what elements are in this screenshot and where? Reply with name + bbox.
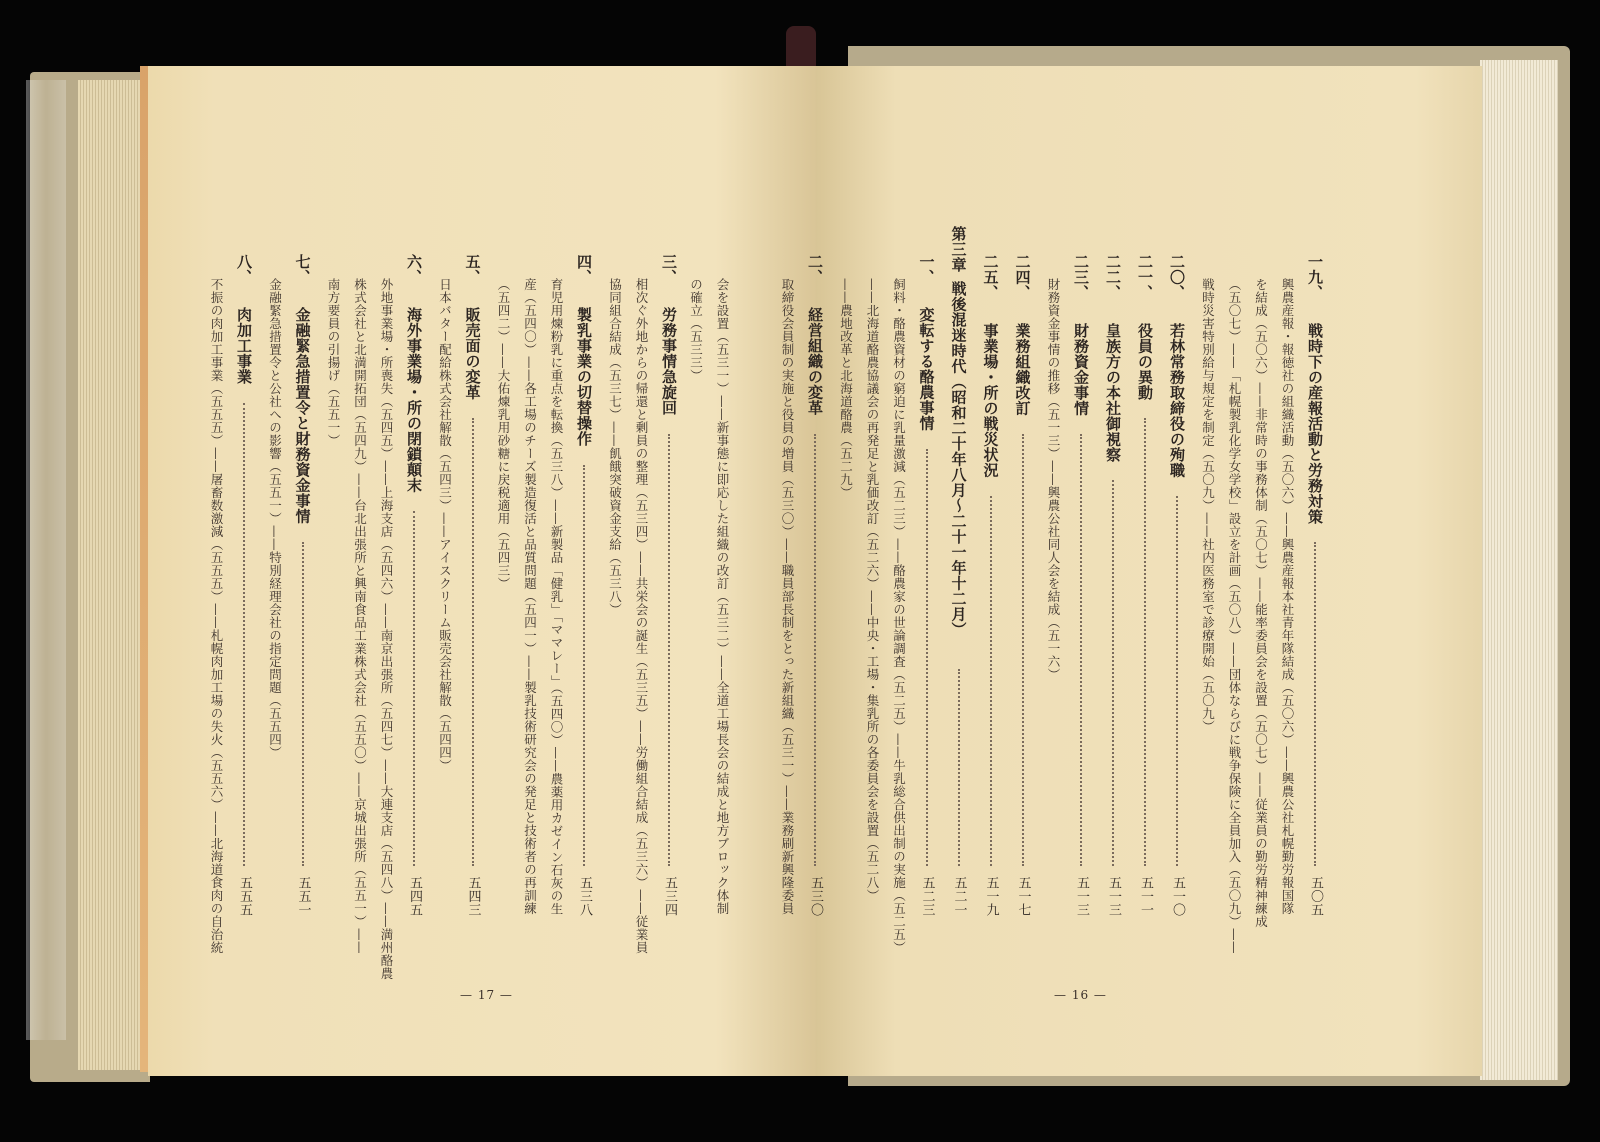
- dot-leader: [1176, 496, 1178, 867]
- entry-page-number: 五二一: [951, 876, 967, 917]
- entry-description: 金融緊急措置令と公社への影響（五五一）——特別経理会社の指定問題（五五四）: [267, 278, 283, 759]
- entry-description: 南方要員の引揚げ（五五一）: [326, 278, 341, 447]
- entry-description: （五四二）——大佑煉乳用砂糖に戻税適用（五四三）: [496, 278, 511, 590]
- dot-leader: [243, 403, 245, 867]
- dot-leader: [926, 449, 928, 866]
- dot-leader: [1144, 418, 1146, 866]
- plastic-wrap: [26, 80, 66, 1040]
- entry-number: 二三、: [1072, 254, 1090, 301]
- entry-page-number: 五二三: [919, 876, 935, 917]
- dot-leader: [1112, 480, 1114, 866]
- entry-description: 相次ぐ外地からの帰還と剰員の整理（五三四）——共栄会の誕生（五三五）——労働組合結成（五三六）——従業員: [634, 278, 649, 954]
- entry-title: 業務組織改訂: [1013, 322, 1032, 416]
- page-17: [148, 66, 816, 1076]
- page-folio: — 16 —: [1054, 988, 1107, 1002]
- entry-title: 皇族方の本社御視察: [1104, 322, 1122, 462]
- entry-title: 労務事情急旋回: [660, 307, 678, 416]
- page-edges-right: [1480, 60, 1558, 1080]
- entry-description: を結成（五〇六）——非常時の事務体制（五〇七）——能率委員会を設置（五〇七）——従業員の勤労精神練成: [1253, 278, 1269, 928]
- entry-page-number: 五一〇: [1170, 876, 1185, 917]
- entry-title: 販売面の変革: [463, 307, 482, 400]
- entry-description: 会を設置（五三一）——新事態に即応した組織の改訂（五三二）——全道工場長会の結成と地方ブロック体制: [715, 278, 730, 915]
- entry-description: 戦時災害特別給与規定を制定（五〇九）——社内医務室で診療開始（五〇九）: [1200, 278, 1216, 733]
- entry-title: 金融緊急措置令と財務資金事情: [293, 307, 312, 524]
- entry-number: 四、: [575, 254, 593, 285]
- entry-description: （五〇七）——「札幌製乳化学女学校」設立を計画（五〇八）——団体ならびに戦争保険に全員加入（五〇九）——: [1227, 278, 1242, 954]
- entry-title: 経営組織の変革: [806, 307, 824, 416]
- entry-number: 一九、: [1306, 254, 1324, 301]
- dot-leader: [1314, 542, 1316, 866]
- page-16: [780, 66, 1482, 1076]
- entry-description: ——農地改革と北海道酪農（五二九）: [838, 278, 854, 499]
- entry-description: 飼料・酪農資材の窮迫に乳量激減（五二三）——酪農家の世論調査（五二五）——牛乳総合供出制の実施（五二五）: [891, 278, 907, 954]
- entry-page-number: 五四三: [465, 876, 481, 917]
- entry-number: 第三章: [949, 226, 968, 273]
- entry-page-number: 五三〇: [808, 876, 823, 917]
- entry-page-number: 五一九: [983, 876, 999, 917]
- entry-description: 株式会社と北満開拓団（五四九）——台北出張所と興南食品工業株式会社（五五〇）——京城出張所（五五一）——: [352, 278, 368, 954]
- entry-description: の確立（五三三）: [688, 278, 704, 382]
- entry-description: 不振の肉加工事業（五五五）——屠畜数激減（五五五）——札幌肉加工場の失火（五五六）——北海道食肉の自治統: [209, 278, 224, 954]
- entry-number: 一、: [917, 254, 936, 285]
- entry-description: 財務資金事情の推移（五一三）——興農公社同人会を結成（五一六）: [1046, 278, 1061, 681]
- dot-leader: [668, 434, 670, 867]
- dot-leader: [1080, 434, 1082, 867]
- page-edges-left: [78, 80, 148, 1070]
- entry-title: 変転する酪農事情: [917, 307, 936, 431]
- entry-page-number: 五〇五: [1308, 876, 1323, 917]
- dot-leader: [814, 434, 816, 867]
- entry-page-number: 五一七: [1015, 876, 1031, 917]
- entry-number: 二、: [806, 254, 824, 285]
- entry-title: 役員の異動: [1136, 322, 1154, 400]
- entry-number: 七、: [293, 254, 312, 285]
- entry-page-number: 五三四: [662, 876, 677, 917]
- entry-number: 二四、: [1013, 254, 1032, 301]
- dot-leader: [472, 418, 474, 866]
- entry-title: 財務資金事情: [1072, 322, 1090, 416]
- entry-number: 二二、: [1104, 254, 1122, 301]
- entry-title: 若林常務取締役の殉職: [1168, 322, 1186, 478]
- entry-page-number: 五五五: [237, 876, 252, 917]
- entry-number: 二五、: [981, 254, 1000, 301]
- dot-leader: [1022, 434, 1024, 867]
- entry-number: 二〇、: [1168, 254, 1186, 301]
- entry-number: 二一、: [1136, 254, 1154, 301]
- entry-description: 興農産報・報徳社の組織活動（五〇六）——興農産報本社青年隊結成（五〇六）——興農公社札幌勤労報国隊: [1280, 278, 1295, 915]
- entry-number: 三、: [660, 254, 678, 285]
- entry-title: 製乳事業の切替操作: [575, 307, 593, 447]
- entry-description: 取締役会員制の実施と役員の増員（五三〇）——職員部長制をとった新組織（五三一）——業務刷新興隆委員: [780, 278, 795, 915]
- entry-description: ——北海道酪農協議会の再発足と乳価改訂（五二六）——中央・工場・集乳所の各委員会を設置（五二八）: [865, 278, 880, 902]
- dot-leader: [583, 465, 585, 867]
- entry-title: 海外事業場・所の閉鎖顛末: [405, 307, 423, 493]
- entry-title: 肉加工事業: [235, 307, 253, 385]
- entry-page-number: 五一三: [1106, 876, 1121, 917]
- dot-leader: [413, 511, 415, 866]
- entry-page-number: 五三八: [577, 876, 592, 917]
- entry-page-number: 五五一: [295, 876, 311, 917]
- dot-leader: [990, 496, 992, 867]
- entry-number: 六、: [405, 254, 423, 285]
- entry-title: 戦時下の産報活動と労務対策: [1306, 322, 1324, 524]
- entry-title: 戦後混迷時代（昭和二十年八月〜二十一年十二月）: [949, 280, 968, 637]
- entry-description: 外地事業場・所喪失（五四五）——上海支店（五四六）——南京出張所（五四七）——大連支店（五四八）——満州酪農: [379, 278, 394, 980]
- entry-description: 協同組合結成（五三七）——飢餓突破資金支給（五三八）: [607, 278, 623, 616]
- dot-leader: [302, 542, 304, 866]
- entry-page-number: 五一一: [1138, 876, 1153, 917]
- entry-description: 育児用煉粉乳に重点を転換（五三八）——新製品「健乳」「ママレー」（五四〇）——農薬用カゼイン石灰の生: [549, 278, 564, 916]
- dot-leader: [958, 669, 960, 866]
- entry-title: 事業場・所の戦災状況: [981, 322, 1000, 478]
- entry-number: 八、: [235, 254, 253, 285]
- entry-page-number: 五四五: [407, 876, 422, 917]
- page-folio: — 17 —: [460, 988, 513, 1002]
- entry-number: 五、: [463, 254, 482, 285]
- entry-description: 産（五四〇）——各工場のチーズ製造復活と品質問題（五四一）——製乳技術研究会の発足と技術者の再訓練: [522, 278, 538, 915]
- page-edge-color: [140, 66, 148, 1072]
- entry-description: 日本バター配給株式会社解散（五四三）——アイスクリーム販売会社解散（五四四）: [437, 278, 453, 772]
- entry-page-number: 五一三: [1074, 876, 1089, 917]
